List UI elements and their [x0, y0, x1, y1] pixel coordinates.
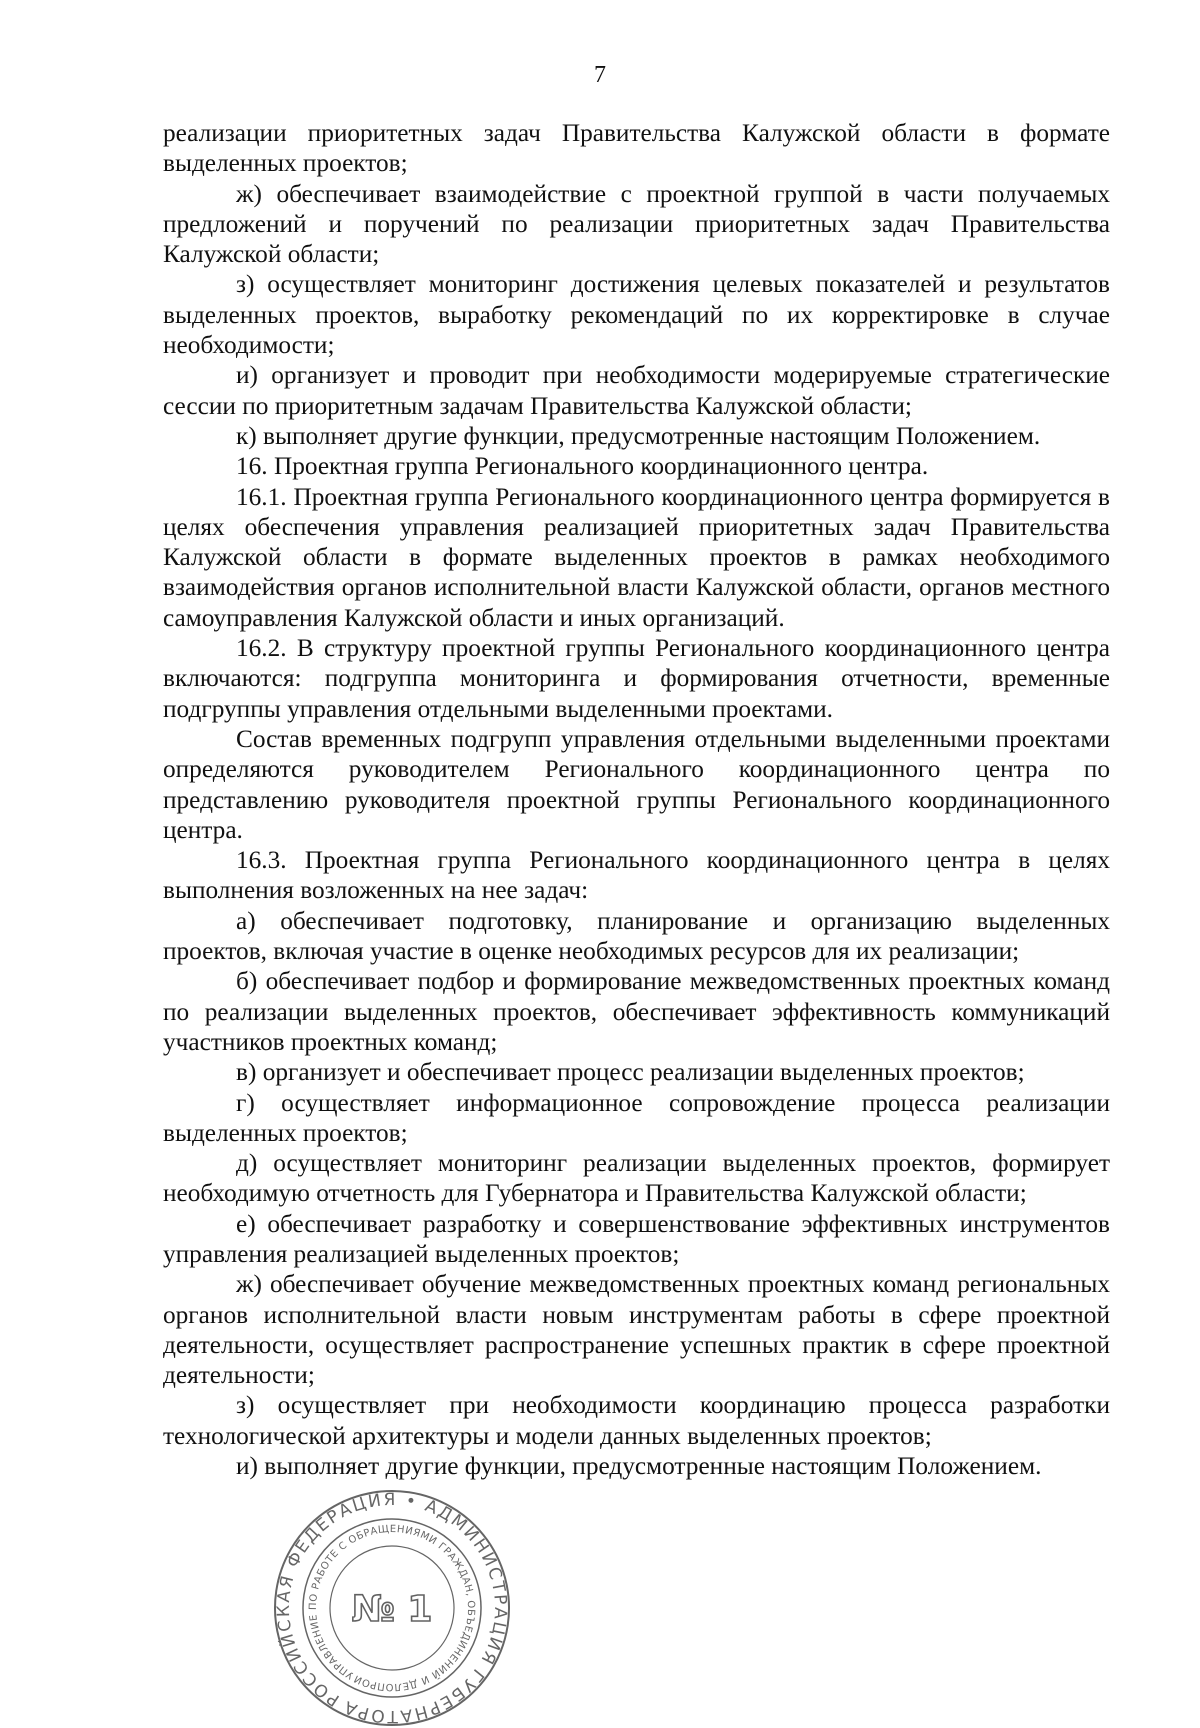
paragraph: з) осуществляет мониторинг достижения целевых показателей и результатов выделенных проектов, выработку рекомендаций по их корректировке в случае необходимости;	[163, 270, 1110, 360]
paragraph: и) организует и проводит при необходимости модерируемые стратегические сессии по приоритетным задачам Правительства Калужской области;	[163, 361, 1110, 420]
paragraph: и) выполняет другие функции, предусмотренные настоящим Положением.	[236, 1452, 1042, 1481]
paragraph: 16.3. Проектная группа Регионального координационного центра в целях выполнения возложенных на нее задач:	[163, 846, 1110, 905]
paragraph: г) осуществляет информационное сопровождение процесса реализации выделенных проектов;	[163, 1088, 1110, 1147]
paragraph: а) обеспечивает подготовку, планирование и организацию выделенных проектов, включая участие в оценке необходимых ресурсов для их реализации;	[163, 906, 1110, 966]
paragraph: е) обеспечивает разработку и совершенствование эффективных инструментов управления реализацией выделенных проектов;	[163, 1209, 1110, 1268]
paragraph: 16.2. В структуру проектной группы Регионального координационного центра включаются: подгруппа мониторинга и формирования отчетности, временные подгруппы управления отдельными выделенными проектами.	[163, 634, 1110, 723]
paragraph: в) организует и обеспечивает процесс реализации выделенных проектов;	[236, 1058, 1025, 1087]
paragraph: д) осуществляет мониторинг реализации выделенных проектов, формирует необходимую отчетность для Губернатора и Правительства Калужской области;	[163, 1149, 1110, 1208]
paragraph: Состав временных подгрупп управления отдельными выделенными проектами определяются руководителем Регионального координационного центра по представлению руководителя проектной группы Регионального координационного центра.	[163, 724, 1110, 844]
stamp-number: № 1	[351, 1589, 433, 1630]
paragraph: реализации приоритетных задач Правительства Калужской области в формате выделенных проектов;	[163, 119, 1110, 178]
stamp-outer-text: РОССИЙСКАЯ ФЕДЕРАЦИЯ • АДМИНИСТРАЦИЯ ГУБЕРНАТОРА	[273, 1489, 511, 1727]
paragraph: ж) обеспечивает обучение межведомственных проектных команд региональных органов исполнительной власти новым инструментам работы в сфере проектной деятельности, осуществляет распространение успешных практик в сфере проектной деятельности;	[163, 1270, 1110, 1390]
official-seal-stamp	[272, 1488, 512, 1728]
stamp-inner-text: УПРАВЛЕНИЕ ПО РАБОТЕ С ОБРАЩЕНИЯМИ ГРАЖДАН, ОБЪЕДИНЕНИЙ И ДЕЛОПРОИЗВОДСТВА	[307, 1523, 477, 1693]
page-number: 7	[594, 62, 606, 88]
document-body	[163, 118, 1110, 1481]
paragraph: 16.1. Проектная группа Регионального координационного центра формируется в целях обеспечения управления реализацией приоритетных задач Правительства Калужской области в формате выделенных проектов в рамках необходимого взаимодействия органов исполнительной власти Калужской области, органов местного самоуправления Калужской области и иных организаций.	[163, 482, 1110, 632]
paragraph: ж) обеспечивает взаимодействие с проектной группой в части получаемых предложений и поручений по реализации приоритетных задач Правительства Калужской области;	[163, 179, 1110, 269]
paragraph: б) обеспечивает подбор и формирование межведомственных проектных команд по реализации выделенных проектов, обеспечивает эффективность коммуникаций участников проектных команд;	[163, 967, 1110, 1056]
paragraph: з) осуществляет при необходимости координацию процесса разработки технологической архитектуры и модели данных выделенных проектов;	[163, 1391, 1110, 1450]
paragraph: 16. Проектная группа Регионального координационного центра.	[236, 452, 929, 481]
paragraph: к) выполняет другие функции, предусмотренные настоящим Положением.	[236, 421, 1041, 450]
